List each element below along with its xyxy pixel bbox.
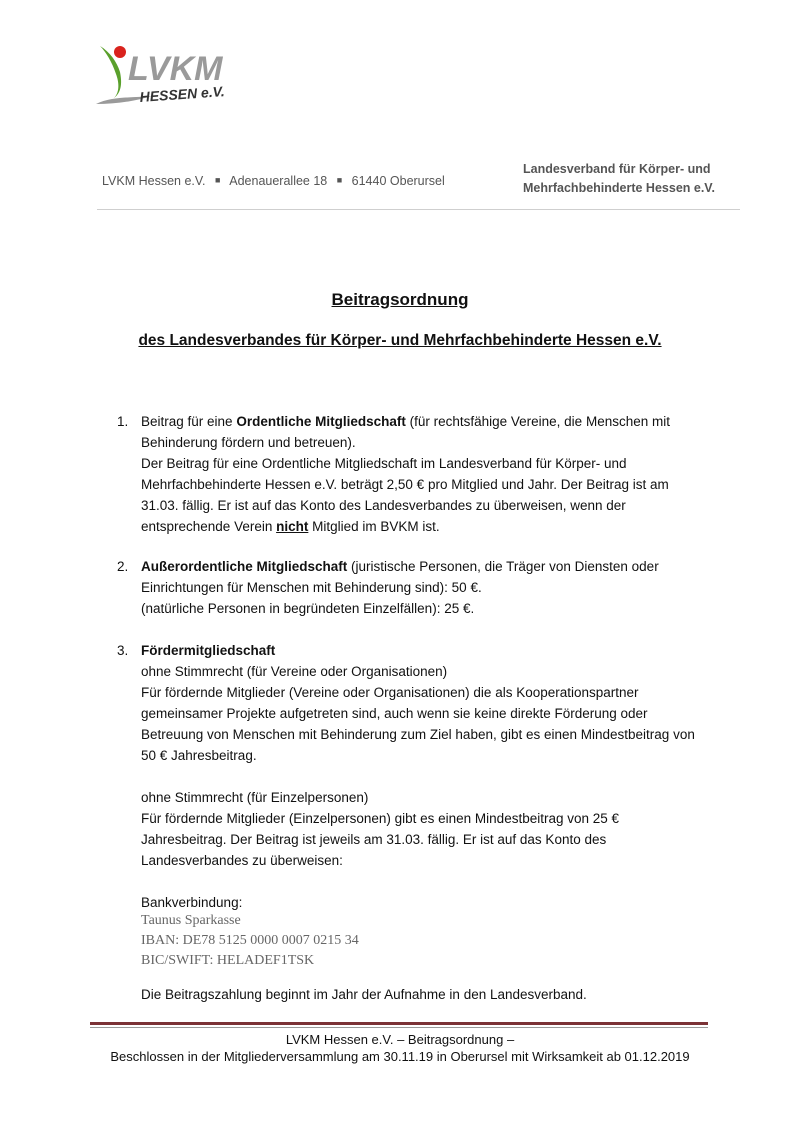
bank-bic: BIC/SWIFT: HELADEF1TSK xyxy=(141,953,315,968)
footer-rule-thick xyxy=(90,1022,708,1025)
sender-name: LVKM Hessen e.V. xyxy=(102,174,206,188)
item-3-line-5: Betreuung von Menschen mit Behinderung zum Ziel haben, gibt es einen Mindestbeitrag von xyxy=(141,727,695,742)
item-3-line-8: Für fördernde Mitglieder (Einzelpersonen) gibt es einen Mindestbeitrag von 25 € xyxy=(141,811,620,826)
logo-text: LVKM xyxy=(128,50,223,88)
item-1-text-post: (für rechtsfähige Vereine, die Menschen mit xyxy=(405,414,670,429)
org-line-1: Landesverband für Körper- und xyxy=(523,162,711,176)
item-1-text xyxy=(141,411,731,537)
footer-line-1: LVKM Hessen e.V. – Beitragsordnung – xyxy=(285,1032,515,1047)
item-2-text-post: (juristische Personen, die Träger von Diensten oder xyxy=(347,559,659,574)
logo-figure-head xyxy=(114,46,126,58)
item-2-line-2: Einrichtungen für Menschen mit Behinderung sind): 50 €. xyxy=(141,580,482,595)
foerdermitgliedschaft-term: Fördermitgliedschaft xyxy=(141,643,276,658)
item-1-line-6-pre: entsprechende Verein xyxy=(141,519,277,534)
footer-line-2: Beschlossen in der Mitgliederversammlung am 30.11.19 in Oberursel mit Wirksamkeit ab 01.12.2019 xyxy=(110,1049,690,1064)
item-3-line-6: 50 € Jahresbeitrag. xyxy=(141,748,257,763)
bank-iban: IBAN: DE78 5125 0000 0007 0215 34 xyxy=(141,933,359,948)
item-3-line-2: ohne Stimmrecht (für Vereine oder Organisationen) xyxy=(141,664,448,679)
ordentliche-mitgliedschaft-term: Ordentliche Mitgliedschaft xyxy=(236,414,406,429)
spacer xyxy=(141,766,731,787)
document-title: Beitragsordnung xyxy=(331,290,469,309)
item-1-line-4: Mehrfachbehinderte Hessen e.V. beträgt 2,50 € pro Mitglied und Jahr. Der Beitrag ist am xyxy=(141,477,669,492)
item-2-text xyxy=(141,556,731,619)
separator-square-icon: ■ xyxy=(215,175,221,185)
header-divider xyxy=(97,209,740,210)
bank-details xyxy=(141,911,359,971)
organization-name xyxy=(523,160,753,198)
item-1-text-pre: Beitrag für eine xyxy=(141,414,237,429)
bank-name: Taunus Sparkasse xyxy=(141,913,241,928)
sender-address xyxy=(102,174,445,188)
item-3-line-9: Jahresbeitrag. Der Beitrag ist jeweils am 31.03. fällig. Er ist auf das Konto des xyxy=(141,832,607,847)
sender-city: 61440 Oberursel xyxy=(351,174,445,188)
item-1-line-6-post: Mitglied im BVKM ist. xyxy=(308,519,440,534)
spacer xyxy=(141,871,731,892)
item-3-line-3: Für fördernde Mitglieder (Vereine oder Organisationen) die als Kooperationspartner xyxy=(141,685,639,700)
closing-sentence: Die Beitragszahlung beginnt im Jahr der Aufnahme in den Landesverband. xyxy=(141,987,587,1002)
item-3-text xyxy=(141,640,731,913)
item-1-number: 1. xyxy=(117,414,129,429)
separator-square-icon: ■ xyxy=(336,175,343,185)
bank-heading: Bankverbindung: xyxy=(141,895,243,910)
item-3-number: 3. xyxy=(117,643,129,658)
org-line-2: Mehrfachbehinderte Hessen e.V. xyxy=(523,181,715,195)
logo-subtext: HESSEN e.V. xyxy=(139,83,226,105)
sender-street: Adenauerallee 18 xyxy=(229,174,328,188)
item-3-line-10: Landesverbandes zu überweisen: xyxy=(141,853,343,868)
item-1-line-3: Der Beitrag für eine Ordentliche Mitgliedschaft im Landesverband für Körper- und xyxy=(141,456,627,471)
ausserordentliche-mitgliedschaft-term: Außerordentliche Mitgliedschaft xyxy=(141,559,348,574)
footer-rule-thin xyxy=(90,1027,708,1028)
item-2-line-3: (natürliche Personen in begründeten Einzelfällen): 25 €. xyxy=(141,601,475,616)
item-2-number: 2. xyxy=(117,559,129,574)
item-3-line-7: ohne Stimmrecht (für Einzelpersonen) xyxy=(141,790,369,805)
nicht-emphasis: nicht xyxy=(276,519,309,534)
item-1-line-1 xyxy=(141,411,731,432)
item-3-line-4: gemeinsamer Projekte aufgetreten sind, auch wenn sie keine direkte Förderung oder xyxy=(141,706,648,721)
document-subtitle: des Landesverbandes für Körper- und Mehrfachbehinderte Hessen e.V. xyxy=(138,332,662,349)
logo-graphic xyxy=(92,40,272,112)
lvkm-logo xyxy=(92,40,272,112)
item-1-line-6 xyxy=(141,516,731,537)
item-1-line-2: Behinderung fördern und betreuen). xyxy=(141,435,356,450)
item-2-line-1 xyxy=(141,556,731,577)
item-1-line-5: 31.03. fällig. Er ist auf das Konto des Landesverbandes zu überweisen, wenn der xyxy=(141,498,626,513)
